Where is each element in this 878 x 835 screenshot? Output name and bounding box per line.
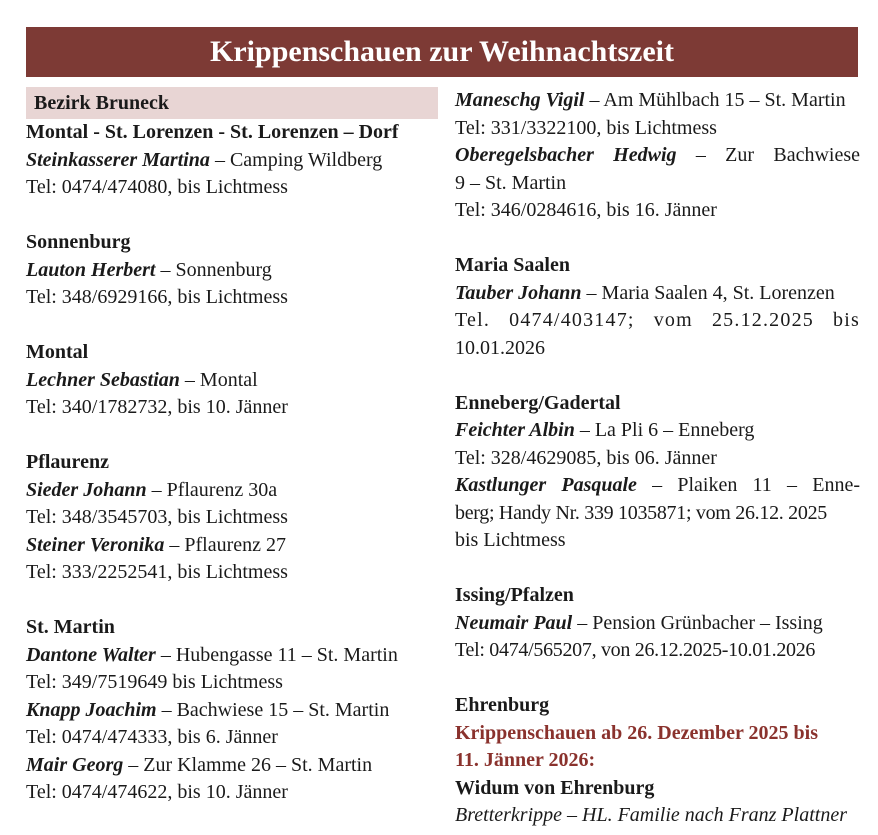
entry-place-cont: 9 – St. Martin xyxy=(455,171,567,194)
section-heading-ehrenburg: Ehrenburg xyxy=(455,694,550,716)
entry-name: Dantone Walter xyxy=(26,643,156,666)
entry-place: – Pflaurenz 27 xyxy=(164,533,286,556)
entry-maneschg xyxy=(455,87,860,115)
entry-name: Lauton Herbert xyxy=(26,258,156,281)
entry-tel: Tel: 346/0284616, bis 16. Jänner xyxy=(455,199,717,221)
district-heading: Bezirk Bruneck xyxy=(26,87,438,119)
page-title: Krippenschauen zur Weihnachtszeit xyxy=(26,27,858,77)
entry-tel: Tel: 348/3545703, bis Lichtmess xyxy=(26,506,288,528)
entry-name: Sieder Johann xyxy=(26,478,147,501)
entry-dantone xyxy=(26,642,436,670)
entry-place: – Montal xyxy=(179,368,258,391)
entry-tel: Tel: 333/2252541, bis Lichtmess xyxy=(26,561,288,583)
entry-name: Lechner Sebastian xyxy=(26,368,180,391)
venue-heading: Widum von Ehrenburg xyxy=(455,776,655,799)
entry-place: – Bachwiese 15 – St. Martin xyxy=(156,698,390,721)
section-heading-st-martin: St. Martin xyxy=(26,616,115,638)
notice-dates-cont: 11. Jänner 2026: xyxy=(455,749,596,771)
entry-steinkasserer xyxy=(26,147,436,175)
entry-lauton xyxy=(26,257,436,285)
entry-tel: Tel: 0474/565207, von 26.12.2025-10.01.2026 xyxy=(455,639,816,661)
section-heading-issing: Issing/Pfalzen xyxy=(455,584,574,606)
notice-dates: Krippenschauen ab 26. Dezember 2025 bis xyxy=(455,721,818,744)
entry-name: Mair Georg xyxy=(26,753,124,776)
section-heading-sonnenburg: Sonnenburg xyxy=(26,231,131,253)
entry-place: – Sonnenburg xyxy=(155,258,272,281)
entry-kastlunger xyxy=(455,472,860,500)
entry-place: – Am Mühlbach 15 – St. Martin xyxy=(584,89,846,111)
entry-details: berg; Handy Nr. 339 1035871; vom 26.12. 2025 xyxy=(455,501,827,524)
entry-tel: Tel: 348/6929166, bis Lichtmess xyxy=(26,286,288,308)
entry-place: – Pflaurenz 30a xyxy=(146,478,278,501)
entry-tel: Tel. 0474/403147; vom 25.12.2025 bis xyxy=(455,309,860,331)
entry-oberegelsbacher xyxy=(455,142,860,170)
entry-place: – La Pli 6 – Enneberg xyxy=(574,419,755,441)
entry-tel: Tel: 0474/474333, bis 6. Jänner xyxy=(26,726,278,748)
entry-lechner xyxy=(26,367,436,395)
entry-tel: Tel: 340/1782732, bis 10. Jänner xyxy=(26,396,288,418)
entry-place: – Zur Bachwiese xyxy=(676,144,860,166)
entry-place: – Camping Wildberg xyxy=(209,148,383,171)
entry-name: Tauber Johann xyxy=(455,281,582,304)
section-heading-pflaurenz: Pflaurenz xyxy=(26,451,109,473)
section-heading-montal-dorf: Montal - St. Lorenzen - St. Lorenzen – Dorf xyxy=(26,121,399,143)
entry-name: Steinkasserer Martina xyxy=(26,148,210,171)
section-heading-maria-saalen: Maria Saalen xyxy=(455,254,570,276)
entry-name: Maneschg Vigil xyxy=(455,89,585,111)
entry-place: – Pension Grünbacher – Issing xyxy=(572,611,823,634)
entry-place: – Hubengasse 11 – St. Martin xyxy=(155,643,398,666)
entry-tel: Tel: 328/4629085, bis 06. Jänner xyxy=(455,446,717,469)
entry-name: Feichter Albin xyxy=(455,419,575,441)
entry-tel: Tel: 349/7519649 bis Lichtmess xyxy=(26,671,283,693)
entry-neumair xyxy=(455,610,860,638)
section-heading-montal: Montal xyxy=(26,341,89,363)
entry-details-cont: bis Lichtmess xyxy=(455,529,566,551)
entry-mair xyxy=(26,752,436,780)
entry-tel: Tel: 0474/474080, bis Lichtmess xyxy=(26,176,288,198)
entry-place: – Maria Saalen 4, St. Lorenzen xyxy=(581,281,835,304)
entry-place: – Plaiken 11 – Enne- xyxy=(636,474,860,496)
entry-feichter xyxy=(455,417,860,445)
entry-tauber xyxy=(455,280,860,308)
entry-name: Oberegelsbacher Hedwig xyxy=(455,144,677,166)
entry-name: Knapp Joachim xyxy=(26,698,157,721)
entry-knapp xyxy=(26,697,436,725)
left-column xyxy=(26,87,436,807)
entry-tel-cont: 10.01.2026 xyxy=(455,336,545,359)
section-heading-enneberg: Enneberg/Gadertal xyxy=(455,391,621,414)
entry-steiner xyxy=(26,532,436,560)
entry-name: Kastlunger Pasquale xyxy=(455,474,637,496)
entry-tel: Tel: 331/3322100, bis Lichtmess xyxy=(455,116,717,139)
entry-tel: Tel: 0474/474622, bis 10. Jänner xyxy=(26,781,288,803)
entry-sieder xyxy=(26,477,436,505)
entry-name: Neumair Paul xyxy=(455,611,573,634)
entry-place: – Zur Klamme 26 – St. Martin xyxy=(123,753,373,776)
entry-name: Steiner Veronika xyxy=(26,533,165,556)
venue-description: Bretterkrippe – HL. Familie nach Franz Plattner xyxy=(455,804,847,826)
right-column xyxy=(455,87,860,830)
